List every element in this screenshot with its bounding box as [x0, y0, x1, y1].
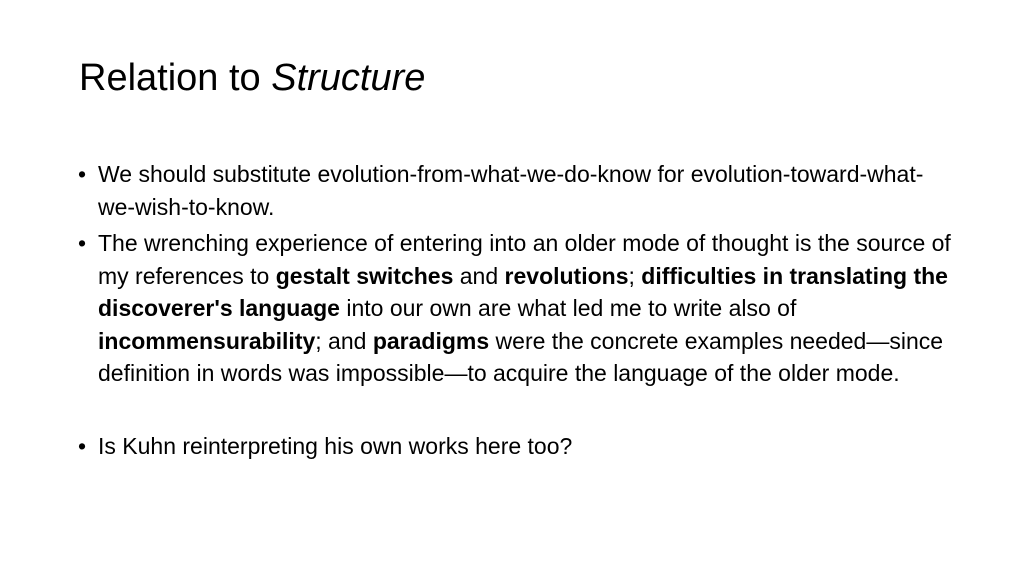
bullet-text: We should substitute evolution-from-what-we-do-know for evolution-toward-what-we-wish-to-know. [98, 161, 924, 220]
bullet-item-3 [78, 430, 958, 463]
bullet-text: and [453, 262, 505, 289]
bold-term-paradigms: paradigms [372, 327, 490, 354]
bullet-text: were the concrete examples needed—since definition in words was impossible—to acquire the language of the older mode. [98, 327, 944, 386]
bullet-dot: • [78, 161, 87, 187]
bold-term-gestalt-switches: gestalt switches [275, 262, 454, 289]
bold-term-revolutions: revolutions [504, 262, 629, 289]
bullet-item-1 [78, 158, 958, 223]
bullet-text: The wrenching experience of entering into an older mode of thought is the source of my references to [98, 230, 951, 289]
bullet-text: ; [628, 262, 642, 289]
bullet-text: ; and [315, 327, 373, 354]
bullet-dot: • [78, 230, 87, 256]
bullet-item-2 [78, 227, 958, 390]
slide-title [79, 56, 425, 102]
bold-term-incommensurability: incommensurability [98, 327, 316, 354]
bullet-list [78, 158, 958, 466]
title-italic-text: Structure [271, 57, 426, 99]
bullet-text: Is Kuhn reinterpreting his own works here too? [98, 432, 573, 459]
bullet-text: into our own are what led me to write also of [339, 295, 797, 321]
bullet-dot: • [78, 432, 87, 459]
bold-term-difficulties-translating: difficulties in translating the discoverer's language [98, 262, 948, 321]
title-text: Relation to [79, 57, 272, 99]
